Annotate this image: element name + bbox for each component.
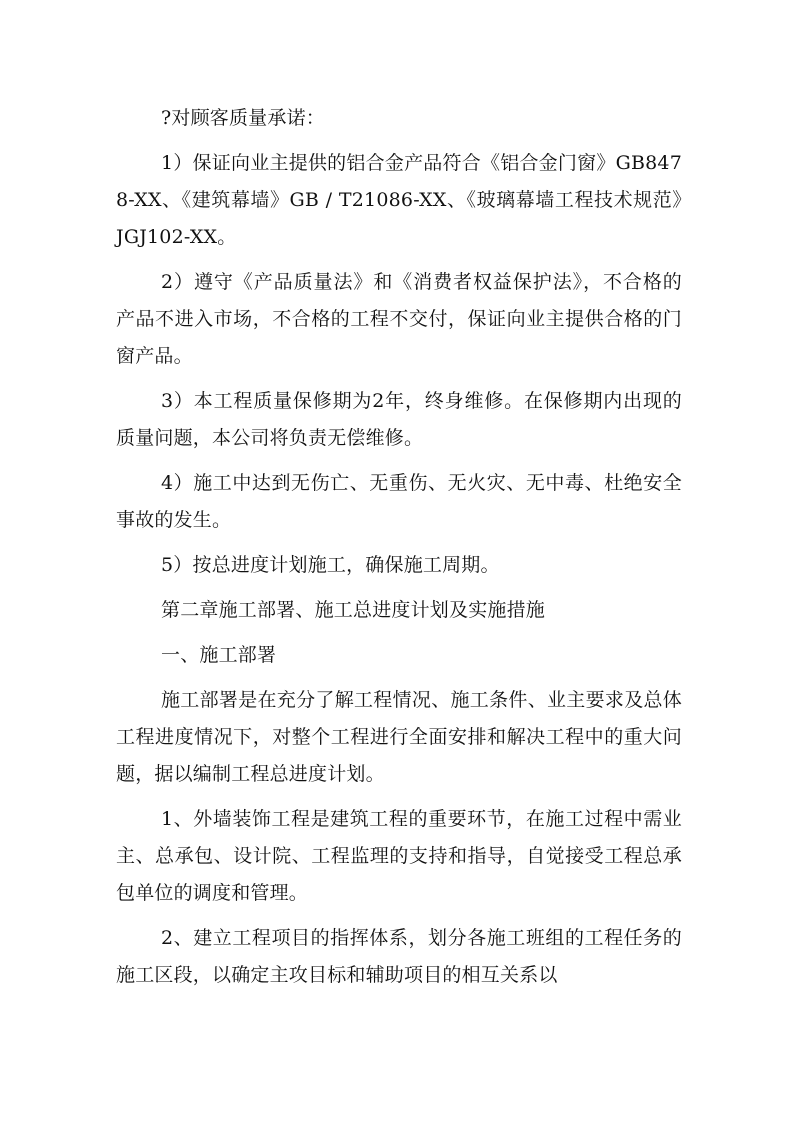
paragraph-deployment-intro: 施工部署是在充分了解工程情况、施工条件、业主要求及总体工程进度情况下，对整个工程进行全面安排和解决工程中的重大问题，据以编制工程总进度计划。 xyxy=(116,689,682,785)
paragraph-deployment-1: 1、外墙装饰工程是建筑工程的重要环节，在施工过程中需业主、总承包、设计院、工程监理的支持和指导，自觉接受工程总承包单位的调度和管理。 xyxy=(116,808,682,904)
paragraph-commitment-1: 1）保证向业主提供的铝合金产品符合《铝合金门窗》GB8478-XX、《建筑幕墙》GB / T21086-XX、《玻璃幕墙工程技术规范》JGJ102-XX。 xyxy=(116,152,682,248)
paragraph-deployment-2: 2、建立工程项目的指挥体系，划分各施工班组的工程任务的施工区段，以确定主攻目标和辅助项目的相互关系以 xyxy=(116,927,682,986)
section-heading: 一、施工部署 xyxy=(161,644,277,666)
paragraph-quality-commitment-heading: ?对顾客质量承诺： xyxy=(161,107,325,129)
chapter-heading: 第二章施工部署、施工总进度计划及实施措施 xyxy=(161,599,546,621)
document-body xyxy=(116,100,682,994)
paragraph-commitment-2: 2）遵守《产品质量法》和《消费者权益保护法》，不合格的产品不进入市场，不合格的工程不交付，保证向业主提供合格的门窗产品。 xyxy=(116,271,682,367)
paragraph-commitment-3: 3）本工程质量保修期为2年，终身维修。在保修期内出现的质量问题，本公司将负责无偿维修。 xyxy=(116,390,682,449)
paragraph-commitment-5: 5）按总进度计划施工，确保施工周期。 xyxy=(161,554,500,576)
paragraph-commitment-4: 4）施工中达到无伤亡、无重伤、无火灾、无中毒、杜绝安全事故的发生。 xyxy=(116,472,682,531)
